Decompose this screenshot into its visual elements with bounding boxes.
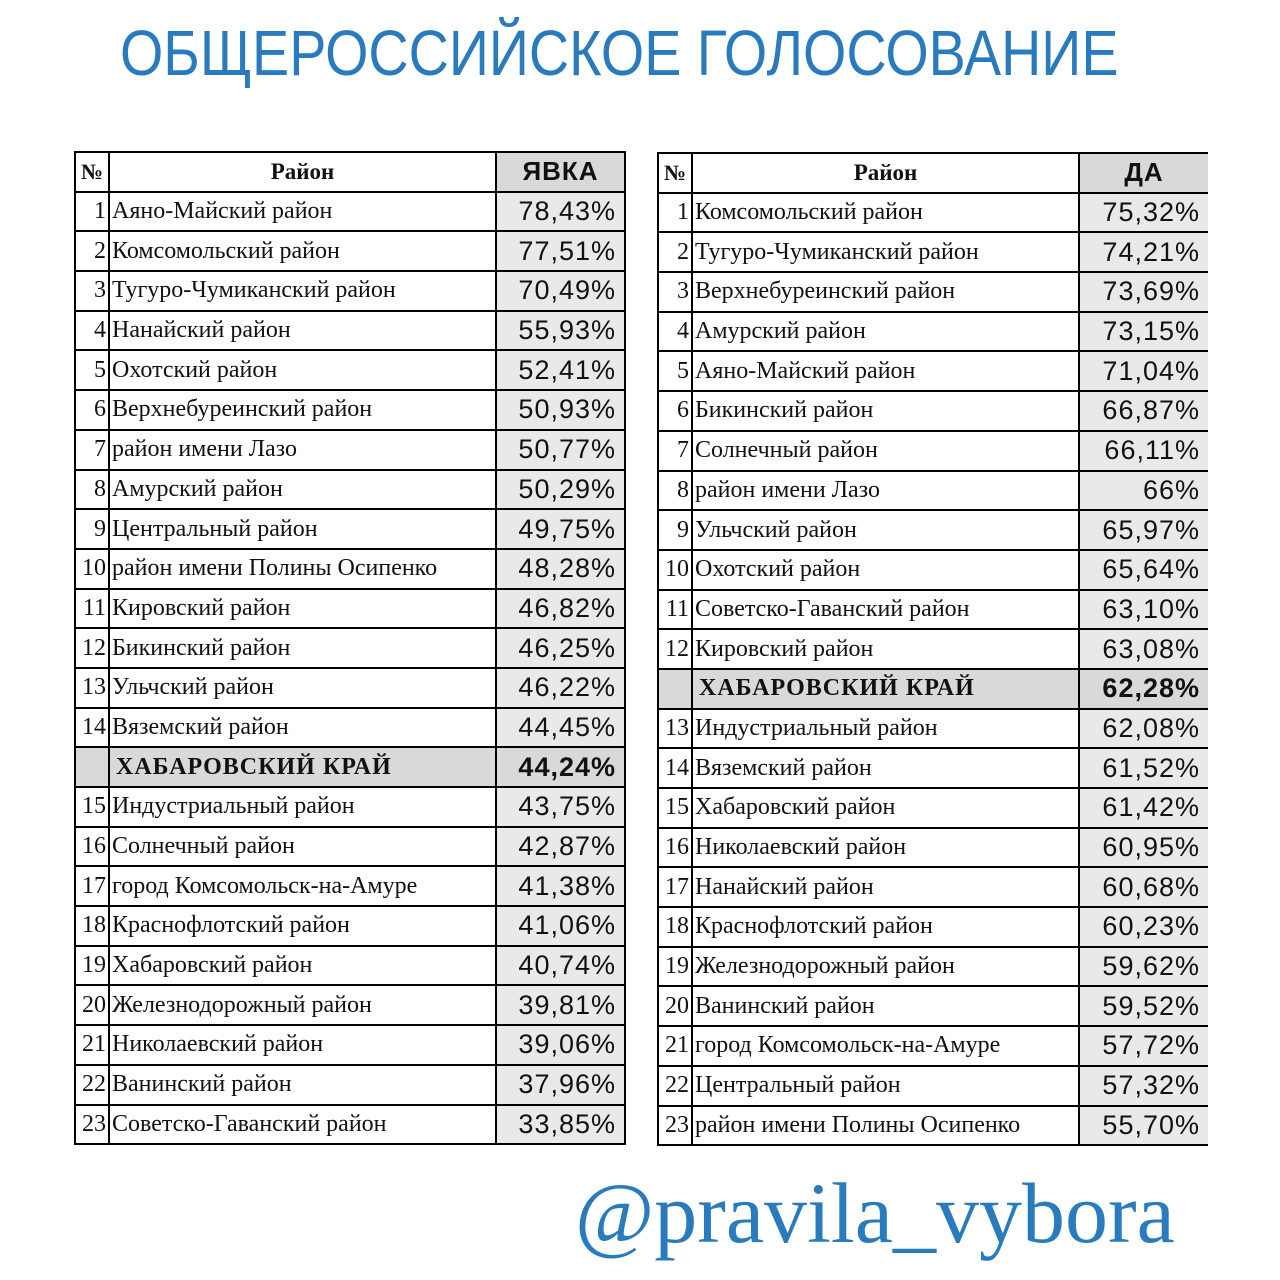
- percent-value: 62,08%: [1079, 709, 1208, 749]
- district-name: Николаевский район: [692, 828, 1079, 868]
- table-row: [658, 709, 1208, 749]
- region-total-row: [75, 747, 625, 787]
- percent-value: 62,28%: [1079, 669, 1208, 709]
- row-number: 17: [658, 867, 692, 907]
- table-row: [75, 1065, 625, 1105]
- row-number: 23: [658, 1106, 692, 1146]
- table-row: [658, 232, 1208, 272]
- district-name: Охотский район: [692, 550, 1079, 590]
- percent-value: 43,75%: [496, 787, 625, 827]
- percent-value: 50,93%: [496, 390, 625, 430]
- row-number: 16: [658, 828, 692, 868]
- percent-value: 42,87%: [496, 827, 625, 867]
- table-row: [75, 708, 625, 748]
- row-number: 22: [75, 1065, 109, 1105]
- district-name: ХАБАРОВСКИЙ КРАЙ: [692, 669, 1079, 709]
- district-name: Ульчский район: [109, 668, 496, 708]
- percent-value: 52,41%: [496, 350, 625, 390]
- table-row: [658, 193, 1208, 233]
- percent-value: 66,87%: [1079, 391, 1208, 431]
- row-number: 3: [75, 271, 109, 311]
- percent-value: 65,97%: [1079, 510, 1208, 550]
- table-row: [658, 1066, 1208, 1106]
- percent-value: 61,52%: [1079, 748, 1208, 788]
- percent-value: 37,96%: [496, 1065, 625, 1105]
- row-number: [75, 747, 109, 787]
- district-name: Хабаровский район: [692, 788, 1079, 828]
- table-row: [75, 906, 625, 946]
- district-name: Аяно-Майский район: [692, 351, 1079, 391]
- row-number: 11: [658, 590, 692, 630]
- percent-value: 50,77%: [496, 430, 625, 470]
- district-name: Тугуро-Чумиканский район: [692, 232, 1079, 272]
- district-name: Комсомольский район: [692, 193, 1079, 233]
- table-row: [658, 629, 1208, 669]
- row-number: 9: [75, 509, 109, 549]
- percent-value: 78,43%: [496, 192, 625, 232]
- district-name: Индустриальный район: [109, 787, 496, 827]
- row-number: 23: [75, 1105, 109, 1145]
- district-name: Ульчский район: [692, 510, 1079, 550]
- row-number: 21: [658, 1026, 692, 1066]
- percent-value: 60,95%: [1079, 828, 1208, 868]
- row-number: 11: [75, 589, 109, 629]
- channel-handle-watermark: @pravila_vybora: [575, 1165, 1175, 1261]
- district-name: Кировский район: [692, 629, 1079, 669]
- table-row: [75, 470, 625, 510]
- row-number: 8: [658, 471, 692, 511]
- row-number: 7: [75, 430, 109, 470]
- district-name: Верхнебуреинский район: [692, 272, 1079, 312]
- percent-value: 66,11%: [1079, 431, 1208, 471]
- percent-value: 44,24%: [496, 747, 625, 787]
- percent-value: 65,64%: [1079, 550, 1208, 590]
- percent-value: 61,42%: [1079, 788, 1208, 828]
- row-number: 10: [75, 549, 109, 589]
- percent-value: 33,85%: [496, 1105, 625, 1145]
- table-row: [75, 192, 625, 232]
- district-name: Нанайский район: [109, 311, 496, 351]
- row-number: 18: [75, 906, 109, 946]
- percent-value: 63,08%: [1079, 629, 1208, 669]
- table-row: [658, 1106, 1208, 1146]
- percent-value: 55,70%: [1079, 1106, 1208, 1146]
- table-row: [75, 231, 625, 271]
- table-row: [75, 390, 625, 430]
- row-number: 4: [75, 311, 109, 351]
- row-number: 13: [75, 668, 109, 708]
- table-row: [75, 589, 625, 629]
- row-number: 20: [75, 985, 109, 1025]
- table-row: [75, 549, 625, 589]
- row-number: 19: [75, 946, 109, 986]
- district-name: Тугуро-Чумиканский район: [109, 271, 496, 311]
- row-number: 10: [658, 550, 692, 590]
- row-number: 15: [75, 787, 109, 827]
- district-name: Железнодорожный район: [109, 985, 496, 1025]
- row-number: 19: [658, 947, 692, 987]
- percent-value: 70,49%: [496, 271, 625, 311]
- table-row: [658, 590, 1208, 630]
- district-name: город Комсомольск-на-Амуре: [109, 866, 496, 906]
- row-number: 15: [658, 788, 692, 828]
- row-number: 12: [75, 628, 109, 668]
- table-row: [75, 668, 625, 708]
- table-row: [75, 350, 625, 390]
- yes-vote-table: [657, 152, 1208, 1146]
- district-column-header: Район: [692, 153, 1079, 193]
- district-name: Бикинский район: [692, 391, 1079, 431]
- row-number: 12: [658, 629, 692, 669]
- row-number: 16: [75, 827, 109, 867]
- table-row: [658, 312, 1208, 352]
- table-row: [75, 946, 625, 986]
- district-name: Амурский район: [692, 312, 1079, 352]
- district-name: Центральный район: [692, 1066, 1079, 1106]
- row-number: 6: [658, 391, 692, 431]
- district-name: Советско-Гаванский район: [109, 1105, 496, 1145]
- table-row: [658, 828, 1208, 868]
- district-name: Советско-Гаванский район: [692, 590, 1079, 630]
- row-number: 7: [658, 431, 692, 471]
- region-total-row: [658, 669, 1208, 709]
- district-name: Вяземский район: [692, 748, 1079, 788]
- row-number: 14: [75, 708, 109, 748]
- percent-value: 49,75%: [496, 509, 625, 549]
- number-column-header: №: [75, 152, 109, 192]
- percent-value: 59,62%: [1079, 947, 1208, 987]
- row-number: 17: [75, 866, 109, 906]
- percent-value: 48,28%: [496, 549, 625, 589]
- row-number: 8: [75, 470, 109, 510]
- district-name: Нанайский район: [692, 867, 1079, 907]
- number-column-header: №: [658, 153, 692, 193]
- percent-value: 60,23%: [1079, 907, 1208, 947]
- district-name: район имени Лазо: [109, 430, 496, 470]
- table-row: [75, 866, 625, 906]
- table-row: [658, 431, 1208, 471]
- table-header-row: [658, 153, 1208, 193]
- percent-value: 40,74%: [496, 946, 625, 986]
- percent-value: 75,32%: [1079, 193, 1208, 233]
- district-name: район имени Полины Осипенко: [109, 549, 496, 589]
- table-row: [658, 1026, 1208, 1066]
- table-row: [75, 985, 625, 1025]
- row-number: 20: [658, 986, 692, 1026]
- percent-value: 60,68%: [1079, 867, 1208, 907]
- row-number: 2: [658, 232, 692, 272]
- percent-value: 63,10%: [1079, 590, 1208, 630]
- table-row: [75, 1025, 625, 1065]
- percent-value: 59,52%: [1079, 986, 1208, 1026]
- table-row: [658, 986, 1208, 1026]
- percent-value: 39,06%: [496, 1025, 625, 1065]
- row-number: 4: [658, 312, 692, 352]
- district-name: Николаевский район: [109, 1025, 496, 1065]
- percent-value: 41,06%: [496, 906, 625, 946]
- district-name: Амурский район: [109, 470, 496, 510]
- district-name: район имени Лазо: [692, 471, 1079, 511]
- percent-value: 77,51%: [496, 231, 625, 271]
- percent-value: 71,04%: [1079, 351, 1208, 391]
- district-name: Ванинский район: [109, 1065, 496, 1105]
- percent-value: 46,82%: [496, 589, 625, 629]
- table-row: [75, 271, 625, 311]
- district-name: Аяно-Майский район: [109, 192, 496, 232]
- yes-column-header: ДА: [1079, 153, 1208, 193]
- table-row: [75, 509, 625, 549]
- percent-value: 74,21%: [1079, 232, 1208, 272]
- percent-value: 44,45%: [496, 708, 625, 748]
- district-name: Краснофлотский район: [109, 906, 496, 946]
- row-number: 1: [658, 193, 692, 233]
- district-name: город Комсомольск-на-Амуре: [692, 1026, 1079, 1066]
- percent-value: 39,81%: [496, 985, 625, 1025]
- district-name: Железнодорожный район: [692, 947, 1079, 987]
- district-name: Краснофлотский район: [692, 907, 1079, 947]
- row-number: 5: [658, 351, 692, 391]
- row-number: 13: [658, 709, 692, 749]
- row-number: 6: [75, 390, 109, 430]
- district-name: Вяземский район: [109, 708, 496, 748]
- table-row: [75, 1105, 625, 1145]
- district-name: Индустриальный район: [692, 709, 1079, 749]
- row-number: 1: [75, 192, 109, 232]
- row-number: 22: [658, 1066, 692, 1106]
- percent-value: 57,32%: [1079, 1066, 1208, 1106]
- district-name: Верхнебуреинский район: [109, 390, 496, 430]
- turnout-table: [74, 151, 626, 1145]
- row-number: 5: [75, 350, 109, 390]
- table-row: [658, 867, 1208, 907]
- district-name: Солнечный район: [692, 431, 1079, 471]
- district-name: Центральный район: [109, 509, 496, 549]
- table-row: [658, 907, 1208, 947]
- turnout-column-header: ЯВКА: [496, 152, 625, 192]
- table-row: [658, 947, 1208, 987]
- row-number: 21: [75, 1025, 109, 1065]
- district-name: район имени Полины Осипенко: [692, 1106, 1079, 1146]
- table-row: [75, 311, 625, 351]
- row-number: 3: [658, 272, 692, 312]
- percent-value: 57,72%: [1079, 1026, 1208, 1066]
- table-row: [658, 391, 1208, 431]
- page-title: ОБЩЕРОССИЙСКОЕ ГОЛОСОВАНИЕ: [120, 17, 1119, 89]
- table-row: [75, 430, 625, 470]
- percent-value: 41,38%: [496, 866, 625, 906]
- percent-value: 73,15%: [1079, 312, 1208, 352]
- district-name: Охотский район: [109, 350, 496, 390]
- percent-value: 50,29%: [496, 470, 625, 510]
- table-row: [75, 628, 625, 668]
- row-number: [658, 669, 692, 709]
- table-row: [658, 351, 1208, 391]
- table-row: [658, 748, 1208, 788]
- percent-value: 46,22%: [496, 668, 625, 708]
- table-header-row: [75, 152, 625, 192]
- district-name: Хабаровский район: [109, 946, 496, 986]
- table-row: [658, 788, 1208, 828]
- district-name: Солнечный район: [109, 827, 496, 867]
- row-number: 18: [658, 907, 692, 947]
- row-number: 9: [658, 510, 692, 550]
- district-name: Кировский район: [109, 589, 496, 629]
- percent-value: 55,93%: [496, 311, 625, 351]
- district-name: ХАБАРОВСКИЙ КРАЙ: [109, 747, 496, 787]
- row-number: 2: [75, 231, 109, 271]
- percent-value: 66%: [1079, 471, 1208, 511]
- table-row: [658, 550, 1208, 590]
- table-row: [658, 471, 1208, 511]
- table-row: [658, 272, 1208, 312]
- district-name: Бикинский район: [109, 628, 496, 668]
- table-row: [75, 787, 625, 827]
- row-number: 14: [658, 748, 692, 788]
- percent-value: 73,69%: [1079, 272, 1208, 312]
- percent-value: 46,25%: [496, 628, 625, 668]
- district-name: Комсомольский район: [109, 231, 496, 271]
- table-row: [75, 827, 625, 867]
- table-row: [658, 510, 1208, 550]
- district-column-header: Район: [109, 152, 496, 192]
- district-name: Ванинский район: [692, 986, 1079, 1026]
